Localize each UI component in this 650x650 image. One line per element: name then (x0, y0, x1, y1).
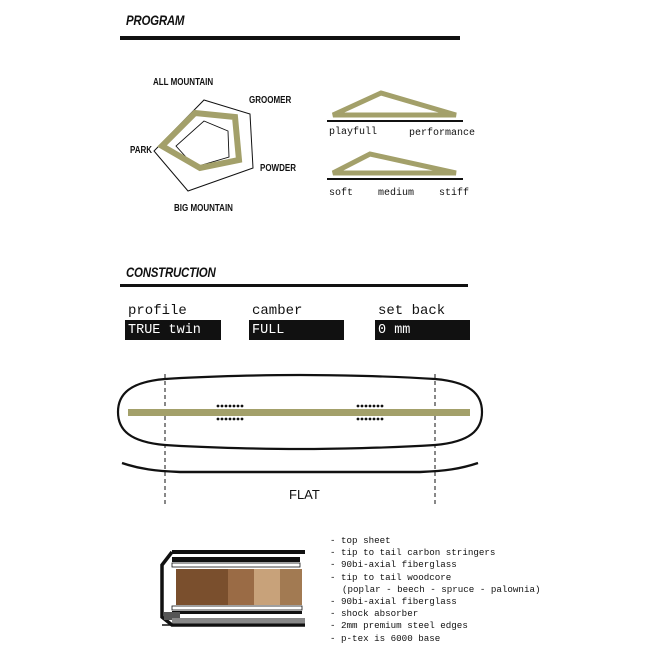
board-side-profile (122, 463, 478, 472)
playful-performance-scale (325, 86, 465, 126)
layer-item-carbon-stringers: - tip to tail carbon stringers (330, 547, 496, 559)
construction-rule (120, 284, 468, 287)
carbon-stringer-layer (172, 557, 300, 562)
scale-label-performance: performance (409, 128, 476, 139)
scale-label-medium: medium (378, 188, 415, 199)
fiberglass-layer-bottom (172, 606, 302, 610)
spec-value-camber: FULL (249, 320, 344, 340)
radar-program-shape (162, 113, 239, 168)
layer-item-fiberglass-bottom: - 90bi-axial fiberglass (330, 596, 457, 608)
carbon-stringer (128, 409, 470, 416)
spec-label-camber: camber (252, 303, 303, 319)
woodcore-beech (228, 569, 254, 605)
layer-list (330, 535, 540, 645)
playful-scale-fill (333, 93, 456, 115)
layer-item-woodcore-species: (poplar - beech - spruce - palownia) (342, 583, 541, 595)
fiberglass-layer-top (172, 563, 300, 567)
woodcore-spruce (254, 569, 280, 605)
scale-label-soft: soft (329, 188, 354, 199)
radar-label-powder: POWDER (260, 163, 296, 174)
layer-item-shock-absorber: - shock absorber (330, 608, 419, 620)
spec-label-set-back: set back (378, 303, 446, 319)
spec-value-profile: TRUE twin (125, 320, 221, 340)
spec-value-set-back: 0 mm (375, 320, 470, 340)
radar-label-all-mountain: ALL MOUNTAIN (153, 77, 214, 88)
ptex-base-layer (172, 618, 305, 623)
woodcore-palownia (280, 569, 302, 605)
layer-item-woodcore: - tip to tail woodcore (330, 571, 452, 583)
woodcore-poplar (176, 569, 228, 605)
radar-label-park: PARK (130, 145, 153, 156)
layer-item-fiberglass-top: - 90bi-axial fiberglass (330, 559, 457, 571)
radar-label-groomer: GROOMER (249, 95, 292, 106)
flex-scale (325, 146, 465, 186)
layer-item-steel-edges: - 2mm premium steel edges (330, 620, 468, 632)
scale-label-playfull: playfull (329, 127, 378, 138)
layer-item-ptex-base: - p-tex is 6000 base (330, 632, 441, 644)
board-cross-section (150, 540, 315, 630)
spec-label-profile: profile (128, 303, 187, 319)
flex-scale-fill (333, 154, 456, 173)
radar-label-big-mountain: BIG MOUNTAIN (174, 203, 233, 214)
profile-flat-label: FLAT (289, 487, 320, 502)
program-title: PROGRAM (126, 12, 185, 28)
scale-label-stiff: stiff (439, 188, 470, 199)
program-rule (120, 36, 460, 40)
shock-absorber-layer (172, 611, 302, 614)
layer-item-top-sheet: - top sheet (330, 535, 391, 546)
construction-title: CONSTRUCTION (126, 264, 216, 280)
